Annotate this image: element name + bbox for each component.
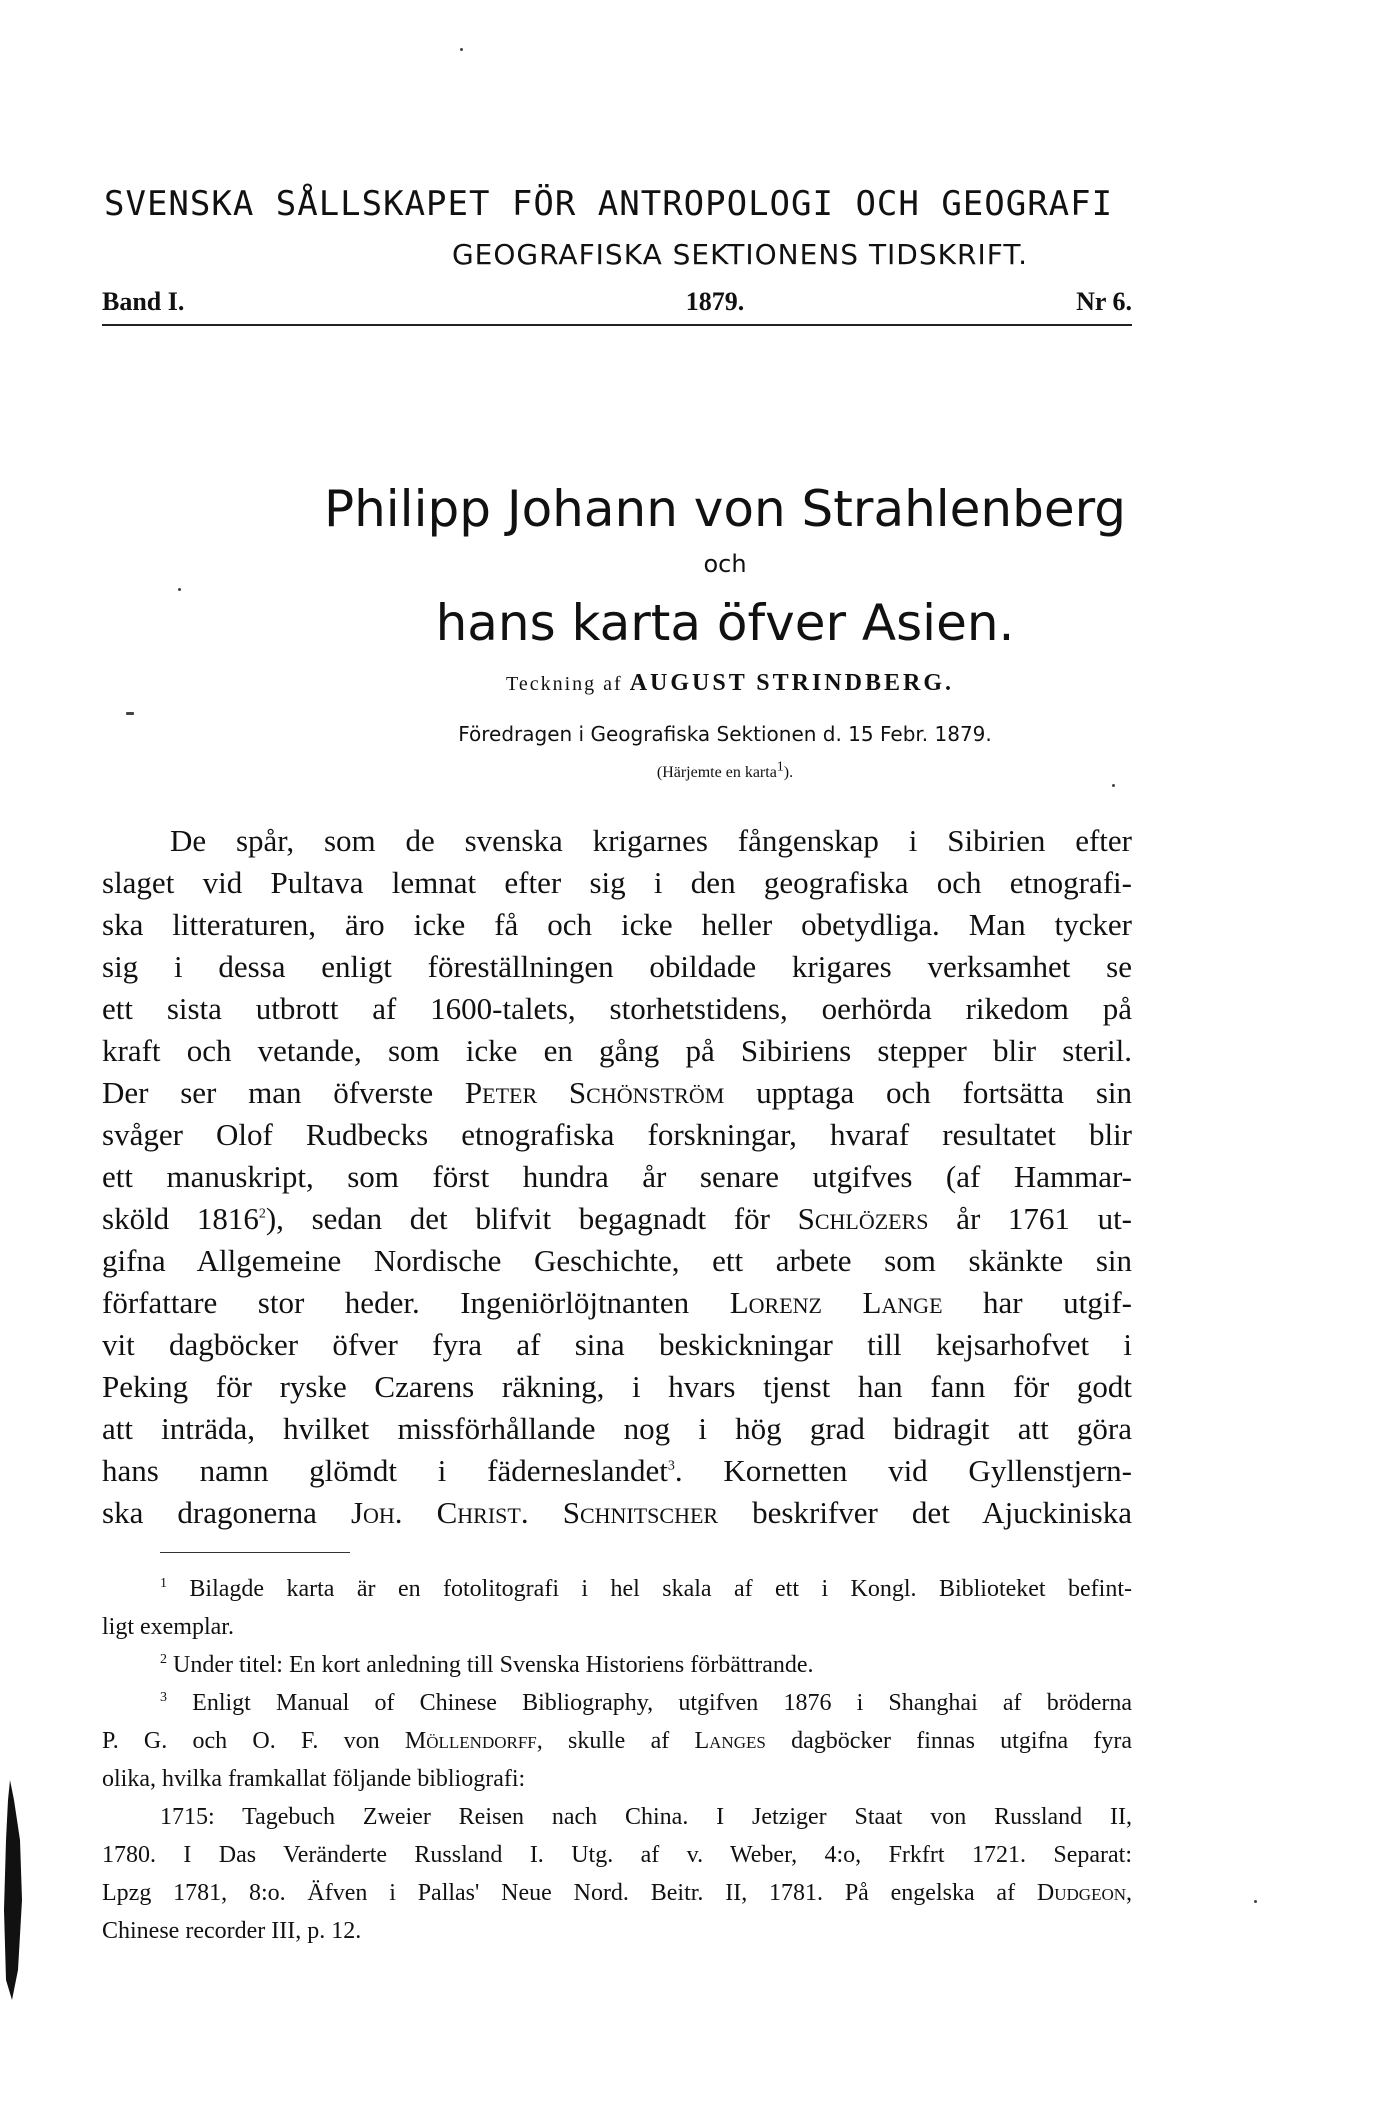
footnote-marker: 2 — [160, 1652, 167, 1667]
footnote-text: , skulle af — [536, 1728, 670, 1754]
scan-edge-mark — [0, 1780, 24, 2000]
map-note-end: ). — [783, 764, 794, 781]
footnote-ref-3: 3 — [667, 1458, 675, 1474]
body-line: gifna Allgemeine Nordische Geschichte, ett arbete som skänkte sin — [102, 1243, 1132, 1278]
footnote-marker: 1 — [160, 1576, 167, 1591]
byline — [0, 670, 1400, 697]
body-line: slaget vid Pultava lemnat efter sig i den geografiska och etnografi- — [102, 865, 1132, 900]
footnote-text: Enligt Manual of Chinese Bibliography, utgifven 1876 i Shanghai af bröderna — [192, 1690, 1132, 1716]
body-line — [102, 1450, 1132, 1492]
footnote-line: ligt exemplar. — [102, 1614, 234, 1640]
footnote-2 — [102, 1646, 1132, 1684]
body-line — [102, 1282, 1132, 1324]
article-title: Philipp Johann von Strahlenberg — [323, 480, 1127, 538]
body-text-run: ska dragonerna — [102, 1495, 317, 1530]
map-note — [0, 759, 1400, 782]
scan-speck — [126, 712, 134, 715]
person-name: Schlözers — [797, 1201, 929, 1236]
journal-title: GEOGRAFISKA SEKTIONENS TIDSKRIFT. — [451, 238, 1029, 271]
footnote-line — [102, 1874, 1132, 1912]
issue-number: Nr 6. — [1076, 287, 1132, 316]
body-line: svåger Olof Rudbecks etnografiska forskningar, hvaraf resultatet blir — [102, 1117, 1132, 1152]
body-line — [102, 1198, 1132, 1240]
body-text-run: år 1761 ut- — [956, 1201, 1133, 1236]
footnote-line: 1715: Tagebuch Zweier Reisen nach China. I Jetziger Staat von Russland II, — [160, 1804, 1132, 1830]
body-text-run: . Kornetten vid Gyllenstjern- — [674, 1453, 1132, 1488]
body-line: Peking för ryske Czarens räkning, i hvars tjenst han fann för godt — [102, 1369, 1132, 1404]
body-line — [102, 1072, 1132, 1114]
footnote-rule — [160, 1552, 350, 1553]
article-title-conjunction: och — [703, 550, 747, 578]
body-text-run: hans namn glömdt i fäderneslandet — [102, 1453, 668, 1488]
body-line: kraft och vetande, som icke en gång på Sibiriens stepper blir steril. — [102, 1033, 1132, 1068]
year-label: 1879. — [685, 287, 745, 316]
body-line: ska litteraturen, äro icke få och icke heller obetydliga. Man tycker — [102, 907, 1132, 942]
author-name: AUGUST STRINDBERG. — [629, 670, 954, 696]
map-note-text: (Härjemte en karta — [656, 764, 777, 781]
footnote-ref-2: 2 — [258, 1206, 266, 1222]
person-name: Möllendorff — [404, 1728, 537, 1754]
scan-speck — [1254, 1900, 1257, 1903]
body-line: De spår, som de svenska krigarnes fångenskap i Sibirien efter — [170, 823, 1132, 858]
body-line: att inträda, hvilket missförhållande nog i hög grad bidragit att göra — [102, 1411, 1132, 1446]
footnote-text: dagböcker finnas utgifna fyra — [791, 1728, 1133, 1754]
body-text-run: ), sedan det blifvit begagnadt för — [265, 1201, 770, 1236]
body-text — [102, 820, 1132, 1534]
body-line: vit dagböcker öfver fyra af sina beskickningar till kejsarhofvet i — [102, 1327, 1132, 1362]
footnote-text: P. G. och O. F. von — [102, 1728, 380, 1754]
byline-prefix: Teckning af — [506, 673, 623, 695]
body-line: ett manuskript, som först hundra år senare utgifves (af Hammar- — [102, 1159, 1132, 1194]
person-name: Lorenz Lange — [729, 1285, 943, 1320]
person-name: Langes — [694, 1728, 766, 1754]
footnote-line: olika, hvilka framkallat följande bibliografi: — [102, 1766, 526, 1792]
footnote-1 — [102, 1570, 1132, 1608]
body-text-run: Der ser man öfverste — [102, 1075, 434, 1110]
lecture-note: Föredragen i Geografiska Sektionen d. 15 Febr. 1879. — [458, 722, 992, 746]
footnote-line — [102, 1722, 1132, 1760]
volume-label: Band I. — [102, 287, 185, 316]
footnote-text: Bilagde karta är en fotolitografi i hel skala af ett i Kongl. Biblioteket befint- — [189, 1576, 1132, 1602]
footnote-ref-1: 1 — [776, 759, 784, 775]
body-text-run: upptaga och fortsätta sin — [756, 1075, 1133, 1110]
scan-speck — [178, 588, 181, 591]
person-name: Joh. Christ. Schnitscher — [350, 1495, 719, 1530]
body-text-run: har utgif- — [983, 1285, 1132, 1320]
body-text-run: sköld 1816 — [102, 1201, 259, 1236]
footnote-line: 1780. I Das Veränderte Russland I. Utg. af v. Weber, 4:o, Frkfrt 1721. Separat: — [102, 1842, 1132, 1868]
society-name: SVENSKA SÅLLSKAPET FÖR ANTROPOLOGI OCH GEOGRAFI — [104, 184, 1114, 224]
body-line: sig i dessa enligt föreställningen obildade krigares verksamhet se — [102, 949, 1132, 984]
footnotes — [102, 1570, 1132, 1950]
body-line: ett sista utbrott af 1600-talets, storhetstidens, oerhörda rikedom på — [102, 991, 1132, 1026]
footnote-text: Under titel: En kort anledning till Svenska Historiens förbättrande. — [173, 1652, 814, 1678]
footnote-text: Lpzg 1781, 8:o. Äfven i Pallas' Neue Nord. Beitr. II, 1781. På engelska af — [102, 1880, 1016, 1906]
footnote-3 — [102, 1684, 1132, 1722]
person-name: Dudgeon, — [1036, 1880, 1133, 1906]
footnote-marker: 3 — [160, 1690, 167, 1705]
body-text-run: författare stor heder. Ingeniörlöjtnanten — [102, 1285, 690, 1320]
header-rule — [102, 324, 1132, 326]
body-text-run: beskrifver det Ajuckiniska — [752, 1495, 1132, 1530]
scan-speck — [460, 48, 463, 51]
footnote-line: Chinese recorder III, p. 12. — [102, 1918, 362, 1944]
body-line — [102, 1492, 1132, 1534]
article-subtitle: hans karta öfver Asien. — [435, 594, 1015, 652]
scan-speck — [1112, 784, 1115, 787]
person-name: Peter Schönström — [464, 1075, 725, 1110]
